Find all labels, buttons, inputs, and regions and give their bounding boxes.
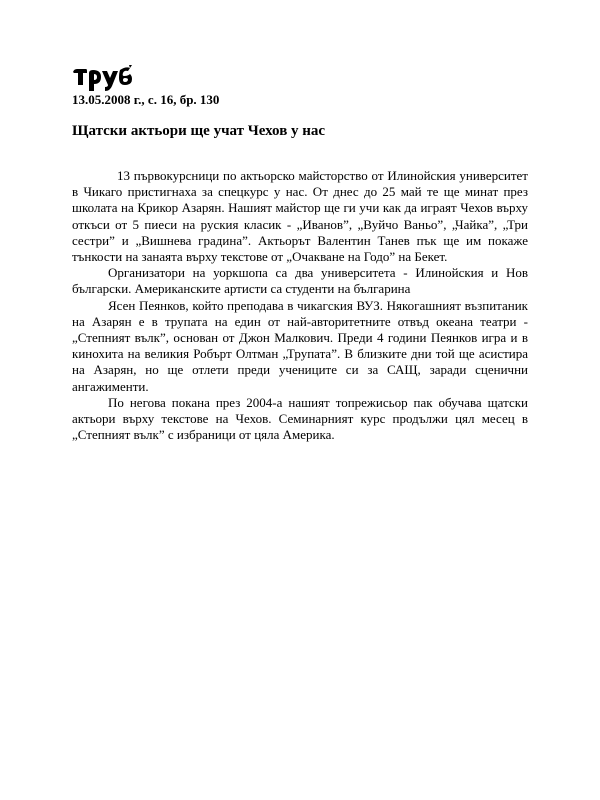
- article-body: [72, 168, 528, 443]
- article-paragraph: 13 първокурсници по актьорско майсторство от Илинойския университет в Чикаго пристигнаха за спецкурс у нас. От днес до 25 май те ще минат през школата на Крикор Азарян. Нашият майстор ще ги учи как да играят Чехов върху откъси от 5 пиеси на руския класик - „Иванов”, „Вуйчо Ваньо”, „Чайка”, „Три сестри” и „Вишнева градина”. Актьорът Валентин Танев пък ще им покаже тънкости на занаята върху текстове от „Очакване на Годо” на Бекет.: [72, 168, 528, 265]
- article-paragraph: Организатори на уоркшопа са два университета - Илинойския и Нов български. Американските артисти са студенти на българина: [72, 265, 528, 297]
- article-title: Щатски актьори ще учат Чехов у нас: [72, 123, 326, 139]
- trud-logo-icon: [72, 64, 136, 92]
- newspaper-logo: [72, 64, 136, 92]
- article-paragraph: Ясен Пеянков, който преподава в чикагския ВУЗ. Някогашният възпитаник на Азарян е в трупата на един от най-авторитетните отвъд океана театри - „Степният вълк”, основан от Джон Малкович. Преди 4 години Пеянков игра и в кинохита на великия Робърт Олтман „Трупата”. В близките дни той ще асистира на Азарян, но ще отлети преди учениците си за САЩ, заради сценични ангажименти.: [72, 297, 528, 394]
- article-paragraph: По негова покана през 2004-а нашият топрежисьор пак обучава щатски актьори върху текстове на Чехов. Семинарният курс продължи цял месец в „Степният вълк” с избраници от цяла Америка.: [72, 394, 528, 443]
- publication-info: 13.05.2008 г., с. 16, бр. 130: [72, 92, 220, 107]
